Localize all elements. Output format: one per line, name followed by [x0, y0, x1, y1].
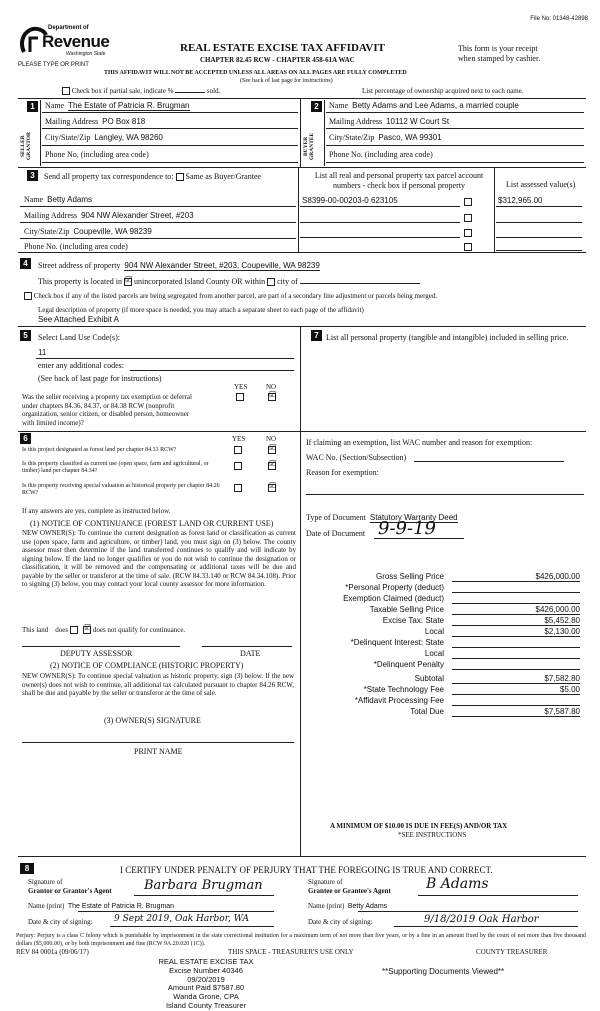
s6-q3: Is this property receiving special valuation as historical property per chapter 84.26 RCW?	[22, 483, 220, 496]
does-not-checkbox[interactable]: ☑	[84, 623, 92, 633]
calc-row	[300, 637, 586, 648]
grantor-date-city[interactable]: 9 Sept 2019, Oak Harbor, WA	[114, 914, 250, 924]
land-use-label: Select Land Use Code(s):	[38, 333, 120, 342]
s3-name-row: Name Betty Adams	[24, 195, 93, 204]
section-1-marker: 1	[27, 101, 38, 112]
dept-revenue-logo	[18, 22, 128, 62]
s3-phone-label: Phone No. (including area code)	[24, 242, 128, 251]
grantor-name[interactable]: The Estate of Patricia R. Brugman	[67, 903, 175, 910]
s6-q3-no[interactable]: ☑	[269, 481, 277, 490]
s5-q1-no[interactable]: ☑	[269, 390, 277, 399]
section-6-marker: 6	[20, 433, 31, 444]
dept-state: Washington State	[66, 51, 106, 57]
s3-city[interactable]: Coupeville, WA 98239	[73, 227, 152, 236]
seller-phone-label: Phone No. (including area code)	[45, 150, 149, 159]
s6-q2: Is this property classified as current use (open space, farm and agricultural, or timber) land per chapter 84.34?	[22, 461, 209, 474]
reason-label: Reason for exemption:	[306, 468, 379, 477]
section-8-marker: 8	[20, 863, 34, 874]
legal-desc-value[interactable]: See Attached Exhibit A	[38, 315, 119, 324]
partial-sale-checkbox[interactable]	[62, 87, 70, 95]
s6-q2-no[interactable]: ☑	[269, 459, 277, 468]
deputy-assessor-label: DEPUTY ASSESSOR	[60, 649, 133, 658]
calc-value[interactable]	[452, 593, 580, 604]
buyer-mail[interactable]: 10112 W Court St	[386, 117, 450, 126]
section-7-marker: 7	[311, 330, 322, 341]
s6-no-header: NO	[266, 435, 277, 443]
seller-name[interactable]: The Estate of Patricia R. Brugman	[68, 101, 190, 110]
calc-value[interactable]: $5,452.80	[452, 615, 580, 626]
seller-name-row: Name The Estate of Patricia R. Brugman	[45, 101, 190, 110]
form-chapter: CHAPTER 82.45 RCW - CHAPTER 458-61A WAC	[200, 56, 355, 64]
calc-label: *State Technology Fee	[363, 685, 444, 694]
please-type: PLEASE TYPE OR PRINT	[18, 62, 89, 68]
calc-value[interactable]	[452, 637, 580, 648]
grantee-signature[interactable]: B Adams	[426, 876, 489, 892]
land-use-code[interactable]: 11	[38, 348, 47, 357]
s6-q1-yes[interactable]	[234, 446, 242, 454]
buyer-name-row: Name Betty Adams and Lee Adams, a married couple	[329, 101, 519, 110]
parcel-personal-checkbox-3[interactable]	[464, 229, 472, 237]
assessed-header: List assessed value(s)	[506, 180, 576, 189]
see-instructions: *SEE INSTRUCTIONS	[398, 831, 467, 839]
s6-q1-no[interactable]: ☑	[269, 443, 277, 452]
notice2-title: (2) NOTICE OF COMPLIANCE (HISTORIC PROPERTY)	[50, 661, 244, 670]
calc-row	[300, 593, 586, 604]
continuance-row: This land does ☑ does not qualify for continuance.	[22, 623, 186, 634]
owner-signature-label: (3) OWNER(S) SIGNATURE	[104, 716, 201, 725]
calc-value[interactable]: $7,587.80	[452, 706, 580, 717]
supporting-docs: **Supporting Documents Viewed**	[382, 967, 505, 976]
calc-row	[300, 626, 586, 637]
s6-q1: Is this project designated as forest land per chapter 84.33 RCW?	[22, 447, 177, 453]
minimum-due: A MINIMUM OF $10.00 IS DUE IN FEE(S) AND/OR TAX	[330, 822, 508, 830]
calc-row	[300, 571, 586, 582]
section-2-marker: 2	[311, 101, 322, 112]
s5-yes-header: YES	[234, 383, 248, 391]
form-warning: THIS AFFIDAVIT WILL NOT BE ACCEPTED UNLESS ALL AREAS ON ALL PAGES ARE FULLY COMPLETED	[104, 70, 407, 76]
deputy-date-label: DATE	[240, 649, 261, 658]
seller-mail-row: Mailing Address PO Box 818	[45, 117, 146, 126]
grantee-sig-label: Signature of Grantee or Grantee's Agent	[308, 878, 391, 895]
s3-city-row: City/State/Zip Coupeville, WA 98239	[24, 227, 152, 236]
rev-number: REV 84 0001a (09/06/17)	[16, 948, 89, 956]
buyer-side-label: BUYER GRANTEE	[303, 132, 315, 160]
seller-side-label: SELLER GRANTOR	[20, 132, 32, 161]
notice1-body: NEW OWNER(S): To continue the current designation as forest land or classification as current use (open space, farm and agriculture, or timber) land, you must sign on (3) below. The county assessor must then determine if the land transferred continues to qualify and will indicate by signing below. If the land no longer qualifies or you do not wish to continue the designation or classification, it will be removed and the compensating or additional taxes will be due and payable by the seller or transferor at the time of sale. (RCW 84.33.140 or RCW 84.34.108). Prior to signing (3) below, you may contact your local county assessor for more information.	[22, 529, 296, 588]
receipt-note1: This form is your receipt	[458, 44, 538, 53]
seller-city-row: City/State/Zip Langley, WA 98260	[45, 133, 163, 142]
city-of-field[interactable]	[300, 283, 420, 284]
calc-label: *Delinquent Penalty	[373, 660, 444, 669]
assessed-value[interactable]: $312,965.00	[498, 196, 543, 205]
does-checkbox[interactable]	[70, 626, 78, 634]
calc-label: *Affidavit Processing Fee	[354, 696, 444, 705]
calc-value[interactable]: $2,130.00	[452, 626, 580, 637]
grantor-sig-label: Signature of Grantor or Grantor's Agent	[28, 878, 112, 895]
calc-label: Taxable Selling Price	[369, 605, 444, 614]
partial-sale-label: Check box if partial sale, indicate %	[71, 87, 174, 95]
city-of-checkbox[interactable]	[267, 278, 275, 286]
stamp-line: REAL ESTATE EXCISE TAX	[158, 957, 254, 966]
calc-value[interactable]	[452, 582, 580, 593]
buyer-city-row: City/State/Zip Pasco, WA 99301	[329, 133, 442, 142]
calc-value[interactable]: $5.00	[452, 684, 580, 695]
calc-label: Total Due	[410, 707, 444, 716]
calc-value[interactable]	[452, 659, 580, 670]
perjury-notice: Perjury: Perjury is a class C felony which is punishable by imprisonment in the state correctional institution for a maximum term of not more than five years, or by a fine in an amount fixed by the court of not more than five thousand dollars ($5,000.00), or by both imprisonment and fine (RCW 9A.20.020 (1C)).	[16, 933, 586, 947]
receipt-note2: when stamped by cashier.	[458, 54, 541, 63]
calc-label: Subtotal	[414, 674, 444, 683]
stamp-line: Amount Paid $7587.80	[167, 983, 245, 993]
s3-mail-row: Mailing Address 904 NW Alexander Street, #203	[24, 211, 194, 220]
unincorporated-checkbox[interactable]: ☑	[124, 275, 133, 285]
section-3-marker: 3	[27, 170, 38, 181]
dept-line1: Department of	[48, 25, 89, 31]
calc-value[interactable]	[452, 695, 580, 706]
grantor-name-row: Name (print) The Estate of Patricia R. Brugman	[28, 902, 175, 910]
calc-row	[300, 659, 586, 670]
buyer-phone-label: Phone No. (including area code)	[329, 150, 433, 159]
located-row: This property is located in ☑ unincorporated Island County OR within city of	[38, 277, 420, 287]
calc-label: Exemption Claimed (deduct)	[343, 594, 444, 603]
property-street[interactable]: 904 NW Alexander Street, #203, Coupeville, WA 98239	[124, 261, 320, 270]
certify-statement: I CERTIFY UNDER PENALTY OF PERJURY THAT THE FOREGOING IS TRUE AND CORRECT.	[120, 865, 493, 875]
buyer-mail-row: Mailing Address 10112 W Court St	[329, 117, 450, 126]
additional-codes-label: enter any additional codes:	[38, 361, 124, 370]
notice2-body: NEW OWNER(S): To continue special valuation as historic property, sign (3) below. If the new owner(s) does not wish to continue, all additional tax calculated pursuant to chapter 84.26 RCW, shall be due and payable by the seller or transferor at the time of sale.	[22, 672, 294, 697]
s6-q3-yes[interactable]	[234, 484, 242, 492]
seller-city[interactable]: Langley, WA 98260	[94, 133, 163, 142]
grantor-date-label: Date & city of signing:	[28, 918, 93, 926]
stamp-line: Excise Number 40346	[169, 965, 243, 975]
section-4-marker: 4	[20, 258, 31, 269]
parcel-personal-checkbox-2[interactable]	[464, 214, 472, 222]
calc-label: Local	[424, 627, 444, 636]
treasurer-stamp	[136, 958, 276, 1011]
parcel-header: List all real and personal property tax parcel account numbers - check box if personal property	[314, 171, 484, 190]
dept-name: Revenue	[42, 32, 110, 51]
grantor-signature[interactable]: Barbara Brugman	[144, 878, 263, 893]
stamp-line: Wanda Grone, CPA	[173, 992, 239, 1002]
street-row: Street address of property 904 NW Alexander Street, #203, Coupeville, WA 98239	[38, 261, 320, 270]
calc-row	[300, 706, 586, 717]
calc-row	[300, 582, 586, 593]
see-back-header: (See back of last page for instructions)	[240, 78, 333, 84]
parcel-number[interactable]: S8399-00-00203-0 623105	[302, 196, 398, 205]
exemption-label: If claiming an exemption, list WAC number and reason for exemption:	[306, 438, 533, 447]
doc-date[interactable]: 9-9-19	[378, 518, 436, 539]
seller-mail[interactable]: PO Box 818	[102, 117, 146, 126]
grantee-name-row: Name (print) Betty Adams	[308, 902, 388, 910]
grantee-date-label: Date & city of signing:	[308, 918, 373, 926]
s6-yes-header: YES	[232, 435, 246, 443]
form-title: REAL ESTATE EXCISE TAX AFFIDAVIT	[180, 42, 385, 54]
buyer-name[interactable]: Betty Adams and Lee Adams, a married couple	[352, 101, 519, 110]
calc-row	[300, 673, 586, 684]
partial-sale-line	[62, 87, 220, 96]
county-treasurer: COUNTY TREASURER	[476, 948, 548, 956]
calc-row	[300, 604, 586, 615]
file-number: File No: 01348-42898	[530, 16, 588, 22]
same-as-buyer-checkbox[interactable]	[176, 173, 184, 181]
calc-value[interactable]: $7,582.80	[452, 673, 580, 684]
parcel-personal-checkbox-1[interactable]	[464, 198, 472, 206]
calc-label: *Personal Property (deduct)	[345, 583, 444, 592]
treasurer-use: THIS SPACE - TREASURER'S USE ONLY	[228, 948, 354, 956]
calc-label: *Delinquent Interest: State	[350, 638, 444, 647]
wac-label: WAC No. (Section/Subsection)	[306, 453, 407, 462]
calc-label: Gross Selling Price	[375, 572, 444, 581]
doc-type-row: Type of Document Statutory Warranty Deed	[306, 513, 458, 522]
segregated-row: Check box if any of the listed parcels are being segregated from another parcel, are part of a secondary line adjustment or parcels being merged.	[24, 292, 437, 301]
s5-see-back: (See back of last page for instructions)	[38, 374, 162, 383]
s3-mail[interactable]: 904 NW Alexander Street, #203	[81, 211, 194, 220]
calc-row	[300, 684, 586, 695]
partial-sold-label: sold.	[206, 87, 221, 95]
ownership-note: List percentage of ownership acquired next to each name.	[362, 87, 524, 95]
calc-label: Local	[424, 649, 444, 658]
s5-q1-yes[interactable]	[236, 393, 244, 401]
s3-name[interactable]: Betty Adams	[47, 195, 93, 204]
calc-value[interactable]: $426,000.00	[452, 571, 580, 582]
parcel-personal-checkbox-4[interactable]	[464, 243, 472, 251]
segregated-checkbox[interactable]	[24, 292, 32, 300]
partial-pct-field[interactable]	[175, 92, 205, 93]
personal-property-label: List all personal property (tangible and intangible) included in selling price.	[326, 333, 569, 342]
legal-desc-label: Legal description of property (if more space is needed, you may attach a separate sheet to each page of the affidavit)	[38, 306, 364, 314]
calc-value[interactable]: $426,000.00	[452, 604, 580, 615]
s5-q1: Was the seller receiving a property tax exemption or deferral under chapters 84.36, 84.37, or 84.38 RCW (nonprofit organization, senior citizen, or disabled person, homeowner with limited income)?	[22, 393, 192, 427]
grantee-date-city[interactable]: 9/18/2019 Oak Harbor	[424, 914, 539, 925]
print-name-label: PRINT NAME	[134, 747, 183, 756]
calc-label: Excise Tax: State	[382, 616, 444, 625]
calc-row	[300, 695, 586, 706]
buyer-city[interactable]: Pasco, WA 99301	[378, 133, 442, 142]
s5-no-header: NO	[266, 383, 277, 391]
stamp-line: Island County Treasurer	[165, 1000, 247, 1010]
section-5-marker: 5	[20, 330, 31, 341]
calc-row	[300, 615, 586, 626]
doc-date-label: Date of Document	[306, 529, 366, 538]
send-correspondence: Send all property tax correspondence to: Same as Buyer/Grantee	[44, 172, 262, 181]
s6-if-yes: If any answers are yes, complete as instructed below.	[22, 507, 171, 515]
s6-q2-yes[interactable]	[234, 462, 242, 470]
doc-type[interactable]: Statutory Warranty Deed	[369, 513, 458, 522]
notice1-title: (1) NOTICE OF CONTINUANCE (FOREST LAND OR CURRENT USE)	[30, 519, 274, 528]
grantee-name[interactable]: Betty Adams	[347, 903, 388, 910]
calc-value[interactable]	[452, 648, 580, 659]
stamp-line: 09/20/2019	[187, 974, 225, 984]
calc-row	[300, 648, 586, 659]
